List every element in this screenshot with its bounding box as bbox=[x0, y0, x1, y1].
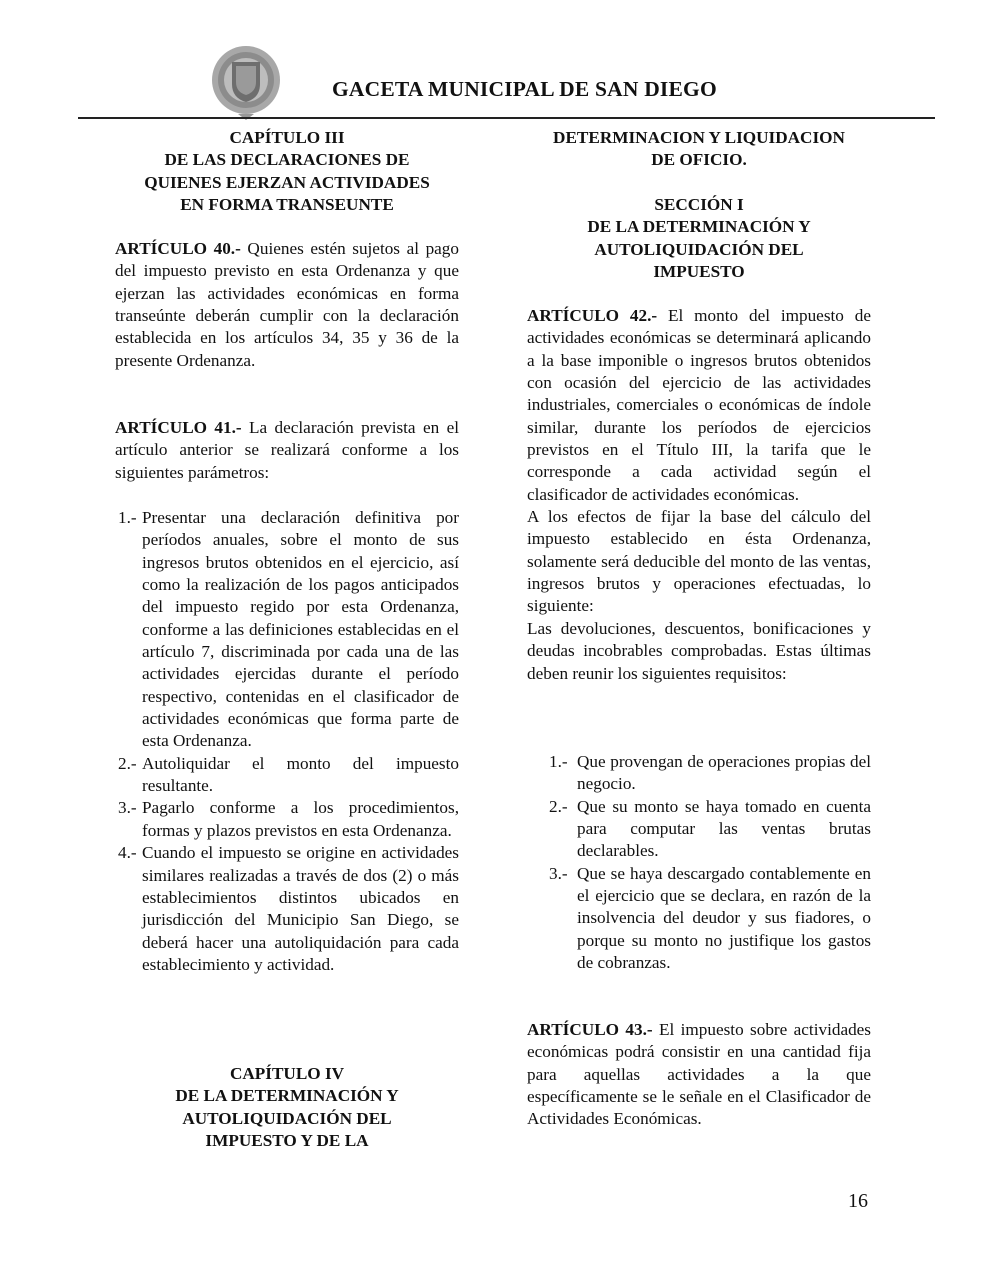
list-number: 1.- bbox=[118, 508, 137, 527]
chapter-4-heading-continued bbox=[527, 127, 871, 172]
list-item bbox=[527, 863, 871, 975]
article-label: ARTÍCULO 42.- bbox=[527, 306, 658, 325]
list-number: 4.- bbox=[118, 843, 137, 863]
list-number: 3.- bbox=[549, 863, 568, 883]
heading-line: DETERMINACION Y LIQUIDACION bbox=[553, 128, 845, 147]
heading-line: EN FORMA TRANSEUNTE bbox=[180, 195, 394, 215]
article-43 bbox=[527, 1019, 871, 1131]
list-text: Autoliquidar el monto del impuesto resultante. bbox=[142, 753, 459, 796]
list-item bbox=[115, 842, 459, 976]
list-text: Que provengan de operaciones propias del negocio. bbox=[577, 752, 871, 794]
header-divider bbox=[78, 117, 935, 119]
chapter-3-heading bbox=[115, 127, 459, 216]
article-42-paragraph-3: Las devoluciones, descuentos, bonificaciones y deudas incobrables comprobadas. Estas últimas deben reunir los siguientes requisitos: bbox=[527, 618, 871, 683]
list-text: Que su monto se haya tomado en cuenta para computar las ventas brutas declarables. bbox=[577, 796, 871, 861]
page-number: 16 bbox=[848, 1190, 868, 1212]
article-label: ARTÍCULO 40.- bbox=[115, 239, 241, 258]
heading-line: SECCIÓN I bbox=[654, 195, 744, 214]
article-text: El monto del impuesto de actividades económicas se determinará aplicando a la base imponible o ingresos brutos obtenidos con ocasión del ejercicio de las actividades industriales, comerciales o económicas de índole similar, durante los períodos de ejercicios previstos en el Título III, la tarifa que le corresponde a cada actividad según el clasificador de actividades económicas. bbox=[527, 306, 871, 504]
heading-line: DE LAS DECLARACIONES DE bbox=[164, 150, 410, 170]
gazette-title: GACETA MUNICIPAL DE SAN DIEGO bbox=[332, 77, 717, 101]
list-number: 2.- bbox=[118, 753, 137, 773]
coat-of-arms-emblem bbox=[210, 44, 282, 120]
heading-line: CAPÍTULO IV bbox=[229, 1064, 345, 1083]
list-item bbox=[115, 797, 459, 842]
list-number: 1.- bbox=[549, 752, 568, 771]
list-text: Presentar una declaración definitiva por períodos anuales, sobre el monto de sus ingresos brutos obtenidos en el ejercicio, así como la realización de los pagos anticipados del impuesto regido por esta Ordenanza, conforme a las definiciones establecidas en el artículo 7, discriminada por cada una de las actividades ejercidas durante el período respectivo, contenidas en el clasificador de actividades económicas que forma parte de esta Ordenanza. bbox=[142, 508, 459, 751]
heading-line: DE OFICIO. bbox=[651, 150, 747, 170]
heading-line: AUTOLIQUIDACIÓN DEL bbox=[594, 239, 804, 259]
heading-line: CAPÍTULO III bbox=[229, 128, 345, 147]
article-text: El impuesto sobre actividades económicas podrá consistir en una cantidad fija para aquellas actividades a la que específicamente se le señale en el Clasificador de Actividades Económicas. bbox=[527, 1020, 871, 1129]
article-label: ARTÍCULO 43.- bbox=[527, 1020, 653, 1039]
list-text: Pagarlo conforme a los procedimientos, formas y plazos previstos en esta Ordenanza. bbox=[142, 798, 459, 840]
article-42 bbox=[527, 305, 871, 685]
article-41-list bbox=[115, 507, 459, 976]
heading-line: QUIENES EJERZAN ACTIVIDADES bbox=[144, 172, 430, 192]
list-number: 3.- bbox=[118, 798, 137, 818]
article-text: La declaración prevista en el artículo anterior se realizará conforme a los siguientes parámetros: bbox=[115, 418, 459, 482]
article-42-paragraph bbox=[527, 305, 871, 506]
article-42-paragraph-2: A los efectos de fijar la base del cálculo del impuesto establecido en ésta Ordenanza, solamente será deducible del monto de las ventas, ingresos brutos y operaciones efectuadas, lo siguiente: bbox=[527, 507, 871, 616]
chapter-4-heading bbox=[115, 1063, 459, 1152]
heading-line: IMPUESTO bbox=[653, 262, 745, 282]
heading-line: DE LA DETERMINACIÓN Y bbox=[175, 1086, 399, 1106]
list-text: Que se haya descargado contablemente en el ejercicio que se declara, en razón de la insolvencia del deudor y sus fiadores, o porque su monto no justifique los gastos de cobranzas. bbox=[577, 863, 871, 973]
article-40 bbox=[115, 238, 459, 372]
heading-line: DE LA DETERMINACIÓN Y bbox=[587, 217, 811, 237]
list-item bbox=[115, 507, 459, 753]
list-number: 2.- bbox=[549, 796, 568, 816]
article-text: Quienes estén sujetos al pago del impuesto previsto en esta Ordenanza y que ejerzan las actividades económicas en forma transeúnte deberán cumplir con la declaración establecida en los artículos 34, 35 y 36 de la presente Ordenanza. bbox=[115, 239, 459, 370]
list-item bbox=[527, 796, 871, 863]
article-label: ARTÍCULO 41.- bbox=[115, 418, 242, 437]
heading-line: AUTOLIQUIDACIÓN DEL bbox=[182, 1108, 392, 1128]
list-item bbox=[527, 751, 871, 796]
heading-line: IMPUESTO Y DE LA bbox=[205, 1131, 369, 1151]
article-41 bbox=[115, 417, 459, 484]
list-text: Cuando el impuesto se origine en actividades similares realizadas a través de dos (2) o más establecimientos distintos ubicados en jurisdicción del Municipio San Diego, se deberá hacer una autoliquidación para cada establecimiento y actividad. bbox=[142, 843, 459, 974]
list-item bbox=[115, 753, 459, 798]
article-42-list bbox=[527, 751, 871, 974]
section-1-heading bbox=[527, 194, 871, 283]
